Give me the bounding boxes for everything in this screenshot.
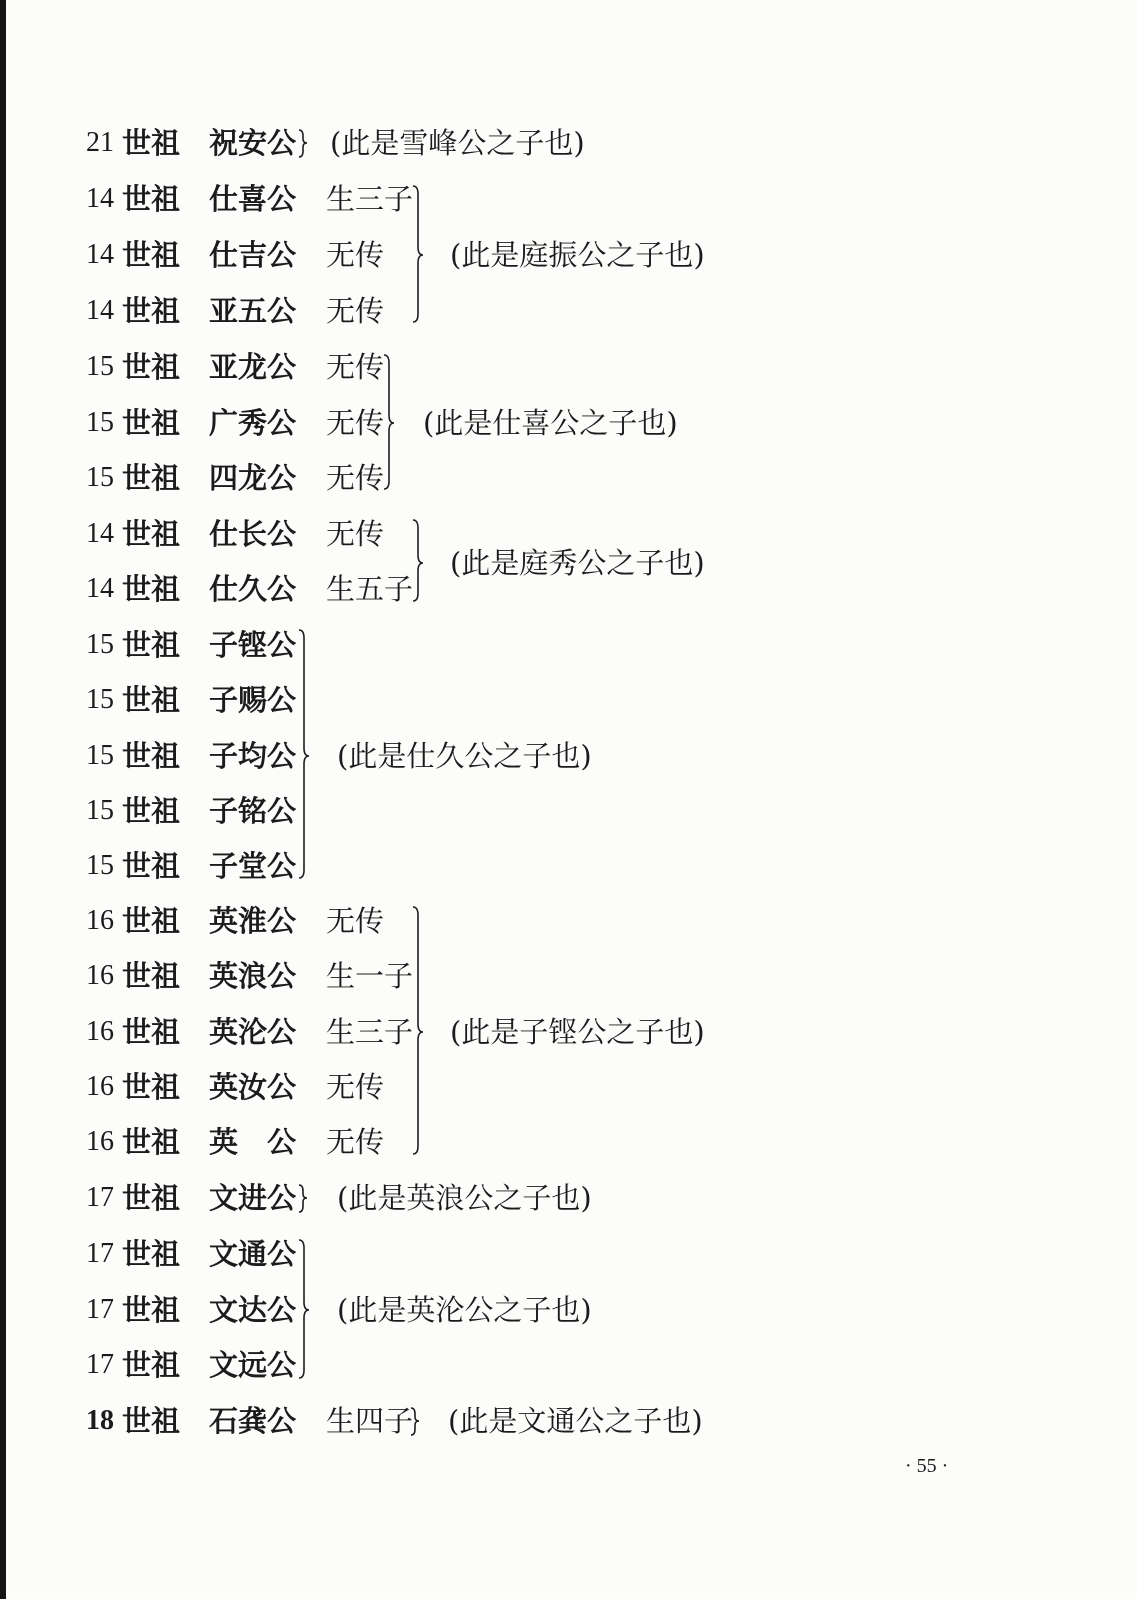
genealogy-row [0, 460, 720, 496]
parentage-annotation: (此是仕喜公之子也) [423, 406, 678, 440]
ancestor-title: 世祖 [122, 1015, 181, 1049]
generation-number: 17 [86, 1294, 114, 1325]
generation-number: 14 [86, 239, 114, 270]
ancestor-title: 世祖 [122, 794, 181, 828]
ancestor-name: 文通公 [209, 1237, 297, 1271]
ancestor-name: 文达公 [209, 1293, 297, 1327]
parentage-annotation: (此是仕久公之子也) [337, 739, 592, 773]
generation-number: 14 [86, 295, 114, 326]
descendant-note: 无传 [326, 1125, 385, 1159]
generation-number: 17 [86, 1182, 114, 1213]
descendant-note: 生三子 [326, 1015, 414, 1049]
generation-number: 16 [86, 905, 114, 936]
ancestor-name: 文进公 [209, 1181, 297, 1215]
generation-number: 14 [86, 183, 114, 214]
ancestor-title: 世祖 [122, 628, 181, 662]
generation-number: 15 [86, 407, 114, 438]
ancestor-name: 仕久公 [209, 572, 297, 606]
ancestor-name: 亚五公 [209, 294, 297, 328]
genealogy-row [0, 349, 720, 385]
descendant-note: 无传 [326, 1070, 385, 1104]
ancestor-title: 世祖 [122, 182, 181, 216]
ancestor-title: 世祖 [122, 904, 181, 938]
generation-number: 15 [86, 629, 114, 660]
ancestor-title: 世祖 [122, 959, 181, 993]
descendant-note: 无传 [326, 904, 385, 938]
ancestor-title: 世祖 [122, 517, 181, 551]
ancestor-name: 仕吉公 [209, 238, 297, 272]
descendant-note: 生三子 [326, 182, 414, 216]
ancestor-name: 英淮公 [209, 904, 297, 938]
ancestor-name: 广秀公 [209, 406, 297, 440]
ancestor-title: 世祖 [122, 1293, 181, 1327]
ancestor-title: 世祖 [122, 461, 181, 495]
ancestor-name: 英沦公 [209, 1015, 297, 1049]
generation-number: 15 [86, 351, 114, 382]
genealogy-row [0, 627, 720, 663]
ancestor-title: 世祖 [122, 406, 181, 440]
ancestor-name: 子堂公 [209, 849, 297, 883]
generation-number: 15 [86, 684, 114, 715]
parentage-annotation: (此是雪峰公之子也) [330, 126, 585, 160]
generation-number: 17 [86, 1349, 114, 1380]
ancestor-name: 子赐公 [209, 683, 297, 717]
ancestor-name: 英浪公 [209, 959, 297, 993]
generation-number: 18 [86, 1405, 114, 1436]
generation-number: 21 [86, 127, 114, 158]
parentage-annotation: (此是庭秀公之子也) [450, 546, 705, 580]
descendant-note: 生四子 [326, 1404, 414, 1438]
ancestor-name: 文远公 [209, 1348, 297, 1382]
descendant-note: 无传 [326, 406, 385, 440]
genealogy-row [0, 793, 720, 829]
genealogy-row [0, 903, 720, 939]
genealogy-row [0, 1069, 720, 1105]
generation-number: 16 [86, 1071, 114, 1102]
descendant-note: 无传 [326, 238, 385, 272]
ancestor-name: 仕喜公 [209, 182, 297, 216]
parentage-annotation: (此是庭振公之子也) [450, 238, 705, 272]
generation-number: 16 [86, 1016, 114, 1047]
ancestor-name: 英 公 [209, 1125, 297, 1159]
generation-number: 15 [86, 462, 114, 493]
ancestor-name: 四龙公 [209, 461, 297, 495]
ancestor-title: 世祖 [122, 572, 181, 606]
genealogy-row [0, 1124, 720, 1160]
ancestor-name: 石龚公 [209, 1404, 297, 1438]
genealogy-row [0, 958, 720, 994]
generation-number: 15 [86, 850, 114, 881]
generation-number: 15 [86, 740, 114, 771]
generation-number: 14 [86, 518, 114, 549]
ancestor-title: 世祖 [122, 1070, 181, 1104]
generation-number: 17 [86, 1238, 114, 1269]
ancestor-title: 世祖 [122, 238, 181, 272]
genealogy-row [0, 848, 720, 884]
ancestor-name: 子铭公 [209, 794, 297, 828]
genealogy-row [0, 682, 720, 718]
ancestor-title: 世祖 [122, 1181, 181, 1215]
ancestor-name: 子均公 [209, 739, 297, 773]
generation-number: 16 [86, 1126, 114, 1157]
ancestor-name: 祝安公 [209, 126, 297, 160]
parentage-annotation: (此是英浪公之子也) [337, 1181, 592, 1215]
ancestor-name: 仕长公 [209, 517, 297, 551]
genealogy-row [0, 1236, 720, 1272]
ancestor-title: 世祖 [122, 350, 181, 384]
ancestor-title: 世祖 [122, 1125, 181, 1159]
ancestor-name: 子铿公 [209, 628, 297, 662]
generation-number: 15 [86, 795, 114, 826]
ancestor-title: 世祖 [122, 1404, 181, 1438]
parentage-annotation: (此是子铿公之子也) [450, 1015, 705, 1049]
ancestor-title: 世祖 [122, 126, 181, 160]
ancestor-title: 世祖 [122, 1237, 181, 1271]
ancestor-title: 世祖 [122, 294, 181, 328]
parentage-annotation: (此是英沦公之子也) [337, 1293, 592, 1327]
ancestor-title: 世祖 [122, 849, 181, 883]
ancestor-title: 世祖 [122, 1348, 181, 1382]
genealogy-row [0, 1347, 720, 1383]
ancestor-name: 英汝公 [209, 1070, 297, 1104]
descendant-note: 无传 [326, 294, 385, 328]
generation-number: 16 [86, 960, 114, 991]
page-number: · 55 · [905, 1455, 949, 1477]
descendant-note: 生五子 [326, 572, 414, 606]
parentage-annotation: (此是文通公之子也) [448, 1404, 703, 1438]
genealogy-row [0, 181, 720, 217]
ancestor-title: 世祖 [122, 739, 181, 773]
descendant-note: 无传 [326, 517, 385, 551]
descendant-note: 无传 [326, 461, 385, 495]
descendant-note: 生一子 [326, 959, 414, 993]
ancestor-name: 亚龙公 [209, 350, 297, 384]
ancestor-title: 世祖 [122, 683, 181, 717]
genealogy-row [0, 293, 720, 329]
descendant-note: 无传 [326, 350, 385, 384]
generation-number: 14 [86, 573, 114, 604]
